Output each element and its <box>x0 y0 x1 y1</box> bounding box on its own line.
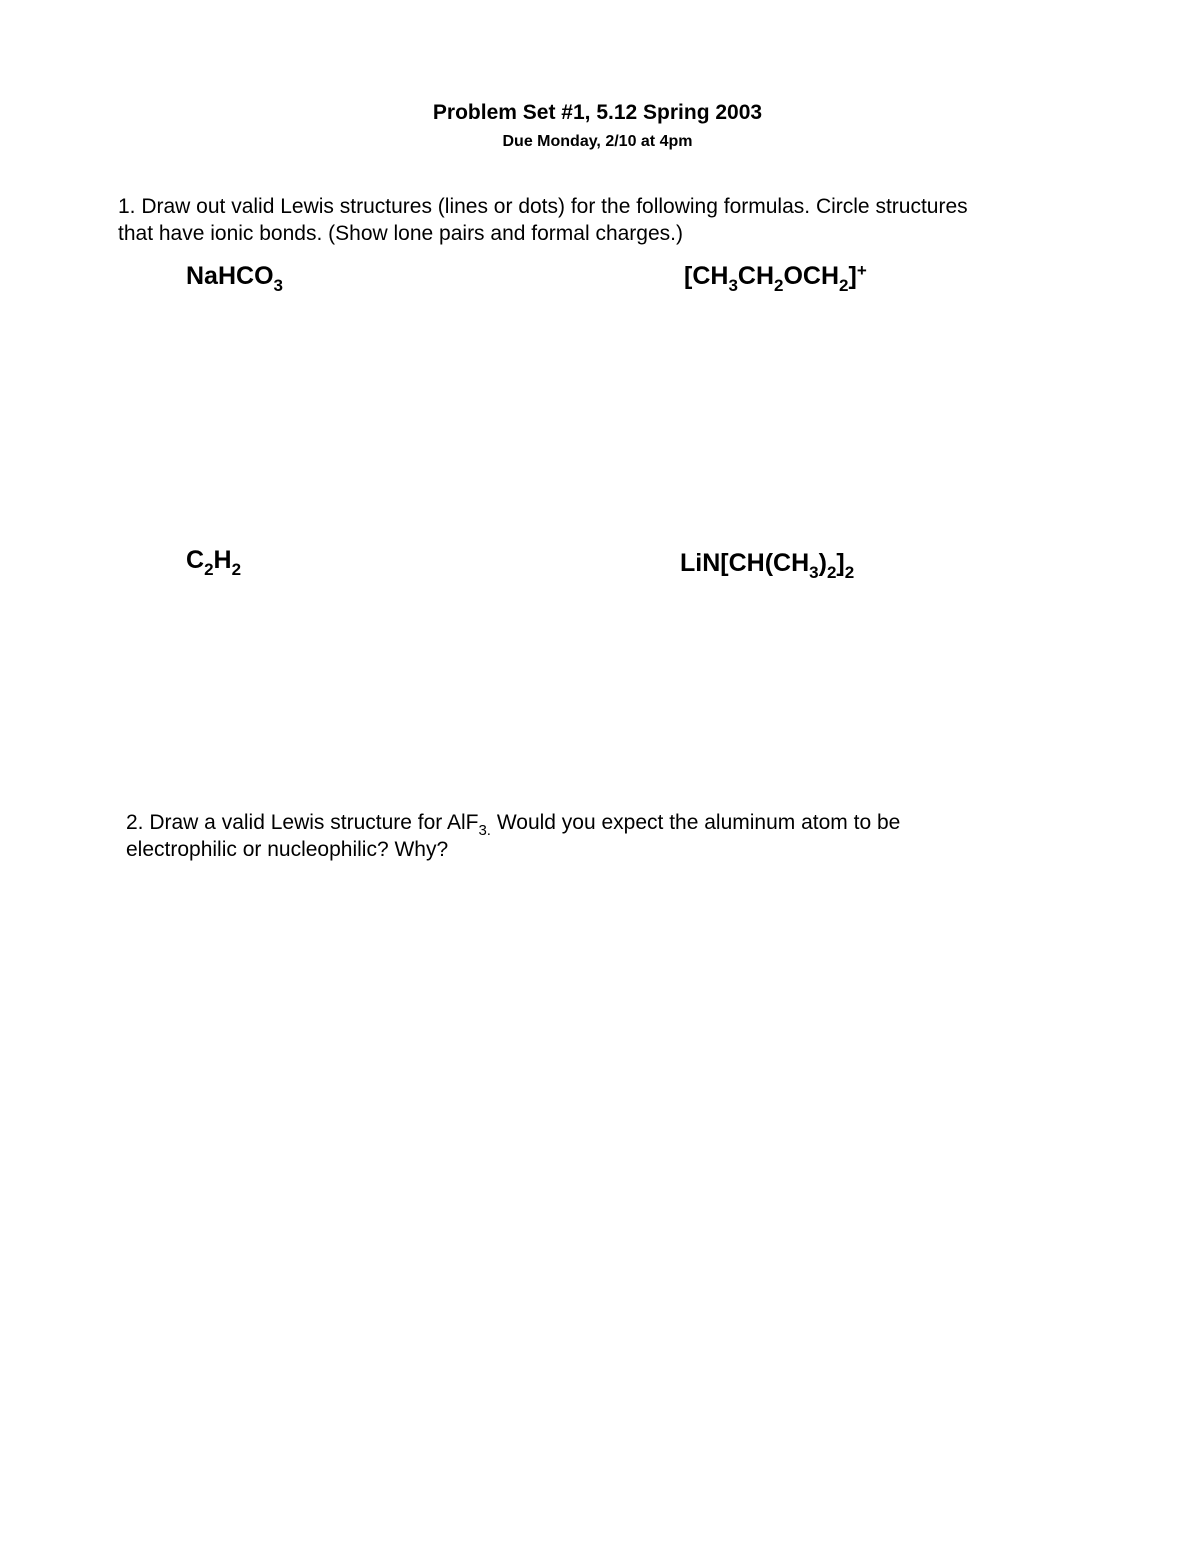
question-1-line-1: 1. Draw out valid Lewis structures (lines or dots) for the following formulas. Circle structures <box>118 195 968 218</box>
page-title: Problem Set #1, 5.12 Spring 2003 <box>432 101 763 124</box>
formula-nahco3: NaHCO$_3$ <box>186 262 283 295</box>
formula-lda: $LiN[CH(CH_3)_2]_2$ <box>680 549 855 582</box>
question-2-line-1: 2. Draw a valid Lewis structure for AlF$_{3.}$ Would you expect the aluminum atom to be <box>126 811 901 839</box>
question-1-line-2: that have ionic bonds. (Show lone pairs and formal charges.) <box>118 222 683 245</box>
formula-ethoxymethyl-cation: $[CH_3CH_2OCH_2]^+$ <box>684 261 867 295</box>
formula-c2h2: $C_2H_2$ <box>186 546 242 579</box>
question-2 <box>126 809 900 863</box>
question-2-line-2: electrophilic or nucleophilic? Why? <box>126 838 449 861</box>
due-date: Due Monday, 2/10 at 4pm <box>502 133 693 150</box>
question-1 <box>118 193 968 247</box>
